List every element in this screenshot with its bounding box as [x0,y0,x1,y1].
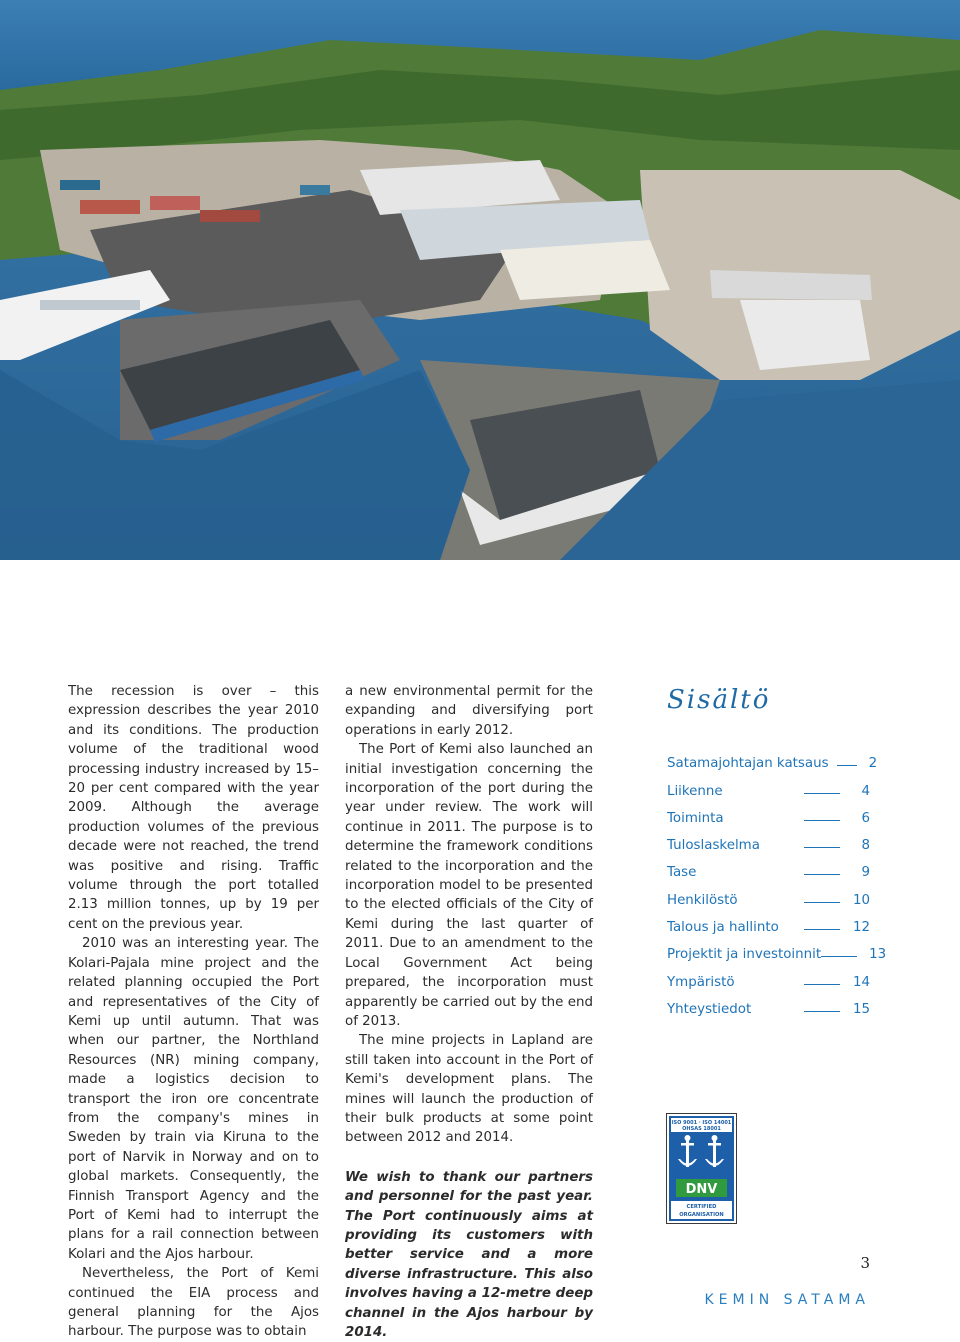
dnv-certification-badge [666,1113,737,1224]
page-number: 3 [860,1254,870,1272]
closing-statement: We wish to thank our partners and personnel for the past year. The Port continuously aims at providing its customers with better service and a more diverse infrastructure. This also involves having a 12-metre deep channel in the Ajos harbour by 2014. [345,1169,593,1340]
toc-item[interactable] [667,908,870,935]
toc-item-label: Liikenne [667,783,723,799]
paragraph: a new environmental permit for the expanding and diversifying port operations in early 2012. [345,684,593,738]
toc-item-label: Projektit ja investoinnit [667,947,822,963]
toc-item-label: Talous ja hallinto [667,920,779,936]
footer-brand: KEMIN SATAMA [704,1292,870,1308]
toc-item-page: 9 [861,865,870,881]
toc-leader-line [804,902,840,903]
toc-item[interactable] [667,771,870,798]
cert-certified-text: CERTIFIED [686,1204,717,1210]
article-column-2 [345,682,593,1342]
toc-item-label: Yhteystiedot [667,1001,752,1017]
toc-item-label: Ympäristö [667,974,735,990]
toc-leader-line [821,956,857,957]
cert-organisation-text: ORGANISATION [679,1212,724,1218]
toc-leader-line [804,984,840,985]
toc-item-label: Satamajohtajan katsaus [667,756,829,772]
toc-item[interactable] [667,935,887,963]
paragraph: The mine projects in Lapland are still taken into account in the Port of Kemi's development plans. The mines will launch the production of their bulk products at some point between 2012 and 2014. [345,1033,593,1146]
toc-item[interactable] [667,880,870,907]
cert-ohsas-text: OHSAS 18001 [682,1126,721,1132]
paragraph: The recession is over – this expression describes the year 2010 and its conditions. The production volume of the traditional wood processing industry increased by 15–20 per cent compared with the year 2009. Although the average production volumes of the previous decade were not reached, the trend was positive and rising. Traffic volume through the port totalled 2.13 million tonnes, up by 19 per cent on the previous year. [68,684,319,932]
table-of-contents [667,682,887,1017]
toc-title: Sisältö [667,685,771,715]
cert-standards-text: ISO 9001 · ISO 14001 [671,1120,732,1126]
toc-item-page: 13 [869,947,887,963]
toc-item-page: 6 [861,810,870,826]
harbour-aerial-photo [0,0,960,560]
toc-item-page: 8 [861,838,870,854]
toc-item[interactable] [667,962,870,989]
toc-item-page: 14 [852,974,870,990]
toc-item[interactable] [667,744,878,772]
toc-leader-line [837,765,857,766]
toc-item-label: Henkilöstö [667,892,738,908]
article-column-1 [68,682,319,1342]
paragraph: 2010 was an interesting year. The Kolari-Pajala mine project and the related planning occupied the Port and representatives of the City of Kemi up until autumn. That was when our partner, the Northland Resources (NR) mining company, made a logistics decision to transport the iron ore concentrate from the company's mines in Sweden by train via Kiruna to the port of Narvik in Norway and on to global markets. Consequently, the Finnish Transport Agency and the Port of Kemi had to interrupt the plans for a rail connection between Kolari and the Ajos harbour. [68,936,319,1262]
toc-item-page: 4 [861,783,870,799]
paragraph: Nevertheless, the Port of Kemi continued the EIA process and general planning for the Ajos harbour. The purpose was to obtain [68,1266,319,1340]
toc-item-page: 12 [852,920,870,936]
toc-item-label: Tuloslaskelma [667,838,760,854]
toc-item[interactable] [667,990,870,1017]
toc-item[interactable] [667,799,870,826]
toc-item-label: Tase [667,865,697,881]
toc-leader-line [804,1011,840,1012]
toc-item[interactable] [667,826,870,853]
paragraph: The Port of Kemi also launched an initial investigation concerning the incorporation of the port during the year under review. The work will continue in 2011. The purpose is to determine the framework conditions related to the incorporation and the incorporation model to be presented to the elected officials of the City of Kemi during the last quarter of 2011. Due to an amendment to the Local Government Act being prepared, the incorporation must apparently be carried out by the end of 2013. [345,742,593,1029]
toc-item[interactable] [667,853,870,880]
toc-leader-line [804,929,840,930]
toc-item-page: 15 [852,1001,870,1017]
toc-leader-line [804,847,840,848]
toc-item-page: 2 [868,756,878,772]
toc-leader-line [804,793,840,794]
cert-brand-text: DNV [685,1182,718,1197]
toc-leader-line [804,874,840,875]
toc-leader-line [804,820,840,821]
toc-item-page: 10 [852,892,870,908]
toc-item-label: Toiminta [667,810,724,826]
